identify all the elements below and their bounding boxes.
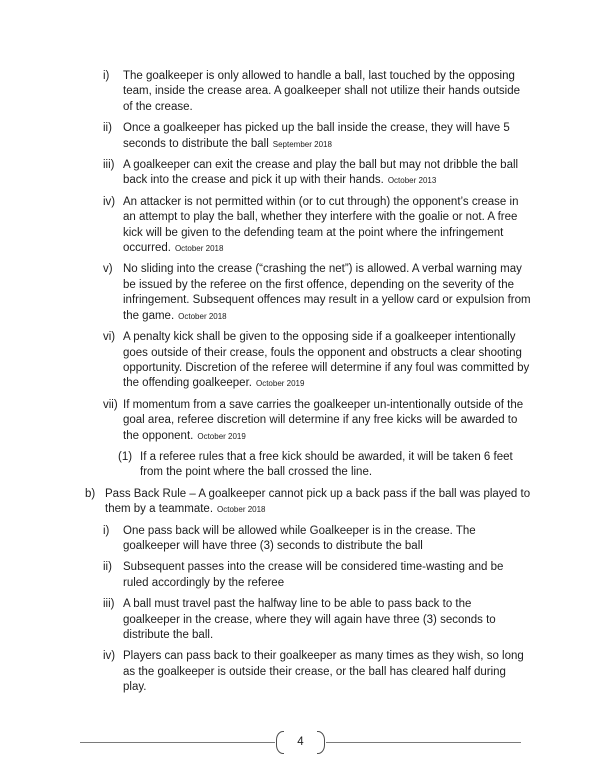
rule-item-a-iii bbox=[0, 158, 600, 189]
rule-text bbox=[140, 450, 530, 481]
rule-text-body: Pass Back Rule – A goalkeeper cannot pick up a back pass if the ball was played to them by a teammate. bbox=[105, 487, 531, 516]
amendment-date: October 2018 bbox=[178, 311, 227, 321]
list-marker: vi) bbox=[103, 331, 116, 344]
rule-item-b-i bbox=[0, 524, 600, 555]
rule-text-body: Once a goalkeeper has picked up the ball inside the crease, they will have 5 seconds to distribute the ball bbox=[123, 122, 510, 150]
rule-item-a-iv bbox=[0, 195, 600, 257]
amendment-date: October 2018 bbox=[217, 505, 266, 515]
footer-rule-line-left bbox=[80, 742, 275, 743]
page-number: 4 bbox=[297, 736, 304, 748]
rule-text-body: No sliding into the crease (“crashing the net”) is allowed. A verbal warning may be issued by the referee on the first offence, depending on the severity of the infringement. Subsequent offences may result in a yellow card or expulsion from the game. bbox=[123, 263, 531, 322]
rule-item-a-i bbox=[0, 69, 600, 115]
list-marker: v) bbox=[103, 263, 113, 276]
rule-text-body: An attacker is not permitted within (or to cut through) the opponent’s crease in an attempt to play the ball, whether they interfere with the goalie or not. A free kick will be given to the defending team at the point where the infringement occurred. bbox=[123, 195, 519, 255]
rule-text bbox=[123, 195, 531, 257]
list-marker: iv) bbox=[103, 650, 116, 663]
rule-text-body: One pass back will be allowed while Goalkeeper is in the crease. The goalkeeper will have three (3) seconds to distribute the ball bbox=[123, 524, 476, 552]
footer-rule-line-right bbox=[326, 742, 521, 743]
list-marker: ii) bbox=[103, 122, 112, 135]
rule-text bbox=[123, 524, 531, 555]
rule-text bbox=[123, 121, 531, 152]
rule-text bbox=[123, 597, 531, 643]
rule-text-body: A ball must travel past the halfway line to be able to pass back to the goalkeeper in the crease, where they will again have three (3) seconds to distribute the ball. bbox=[123, 598, 496, 641]
amendment-date: October 2019 bbox=[197, 431, 246, 441]
rule-item-b-iii bbox=[0, 597, 600, 643]
page-number-bracket-left-icon bbox=[276, 731, 284, 754]
rule-item-a-vi bbox=[0, 330, 600, 392]
rule-text bbox=[123, 69, 531, 115]
list-marker: iv) bbox=[103, 195, 116, 208]
rule-text-body: If a referee rules that a free kick should be awarded, it will be taken 6 feet from the point where the ball crossed the line. bbox=[140, 450, 513, 479]
rule-item-b-iv bbox=[0, 649, 600, 695]
list-marker: i) bbox=[103, 524, 110, 537]
rule-text-body: A goalkeeper can exit the crease and play the ball but may not dribble the ball back into the crease and pick it up with their hands. bbox=[123, 159, 519, 187]
amendment-date: October 2019 bbox=[255, 379, 305, 389]
amendment-date: October 2013 bbox=[387, 176, 437, 186]
rule-text bbox=[123, 330, 531, 392]
list-marker: i) bbox=[103, 70, 110, 82]
rule-item-a-v bbox=[0, 262, 600, 324]
amendment-date: September 2018 bbox=[272, 139, 332, 149]
rule-item-a-ii bbox=[0, 121, 600, 152]
list-marker: iii) bbox=[103, 159, 115, 172]
rule-text bbox=[123, 398, 531, 444]
rule-text bbox=[123, 560, 531, 591]
rule-text bbox=[123, 262, 531, 324]
rule-text-body: Players can pass back to their goalkeeper as many times as they wish, so long as the goalkeeper is outside their crease, or the ball has cleared half during play. bbox=[123, 650, 524, 694]
rule-item-a-vii bbox=[0, 398, 600, 444]
rule-text bbox=[123, 158, 531, 189]
rule-text bbox=[123, 649, 531, 695]
list-marker: ii) bbox=[103, 561, 112, 574]
list-marker: b) bbox=[85, 487, 96, 500]
rule-text bbox=[105, 487, 533, 518]
page-number-bracket-right-icon bbox=[317, 731, 325, 754]
rule-text-body: Subsequent passes into the crease will be considered time-wasting and be ruled accordingly by the referee bbox=[123, 561, 504, 589]
rule-item-a-vii-1 bbox=[0, 450, 600, 481]
rule-text-body: The goalkeeper is only allowed to handle a ball, last touched by the opposing team, inside the crease area. A goalkeeper shall not utilize their hands outside of the crease. bbox=[123, 70, 520, 113]
amendment-date: October 2018 bbox=[174, 244, 224, 254]
rule-text-body: If momentum from a save carries the goalkeeper un-intentionally outside of the goal area, referee discretion will determine if any free kicks will be awarded to the opponent. bbox=[123, 398, 524, 442]
rule-item-b-ii bbox=[0, 560, 600, 591]
list-marker: iii) bbox=[103, 598, 115, 611]
rule-item-b bbox=[0, 487, 600, 518]
rule-text-body: A penalty kick shall be given to the opposing side if a goalkeeper intentionally goes outside of their crease, fouls the opponent and obstructs a clear shooting opportunity. Discretion of the referee will determine if any foul was committed by the offending goalkeeper. bbox=[123, 331, 530, 390]
list-marker: vii) bbox=[103, 398, 118, 411]
list-marker: (1) bbox=[118, 450, 133, 463]
page-footer bbox=[80, 729, 521, 755]
